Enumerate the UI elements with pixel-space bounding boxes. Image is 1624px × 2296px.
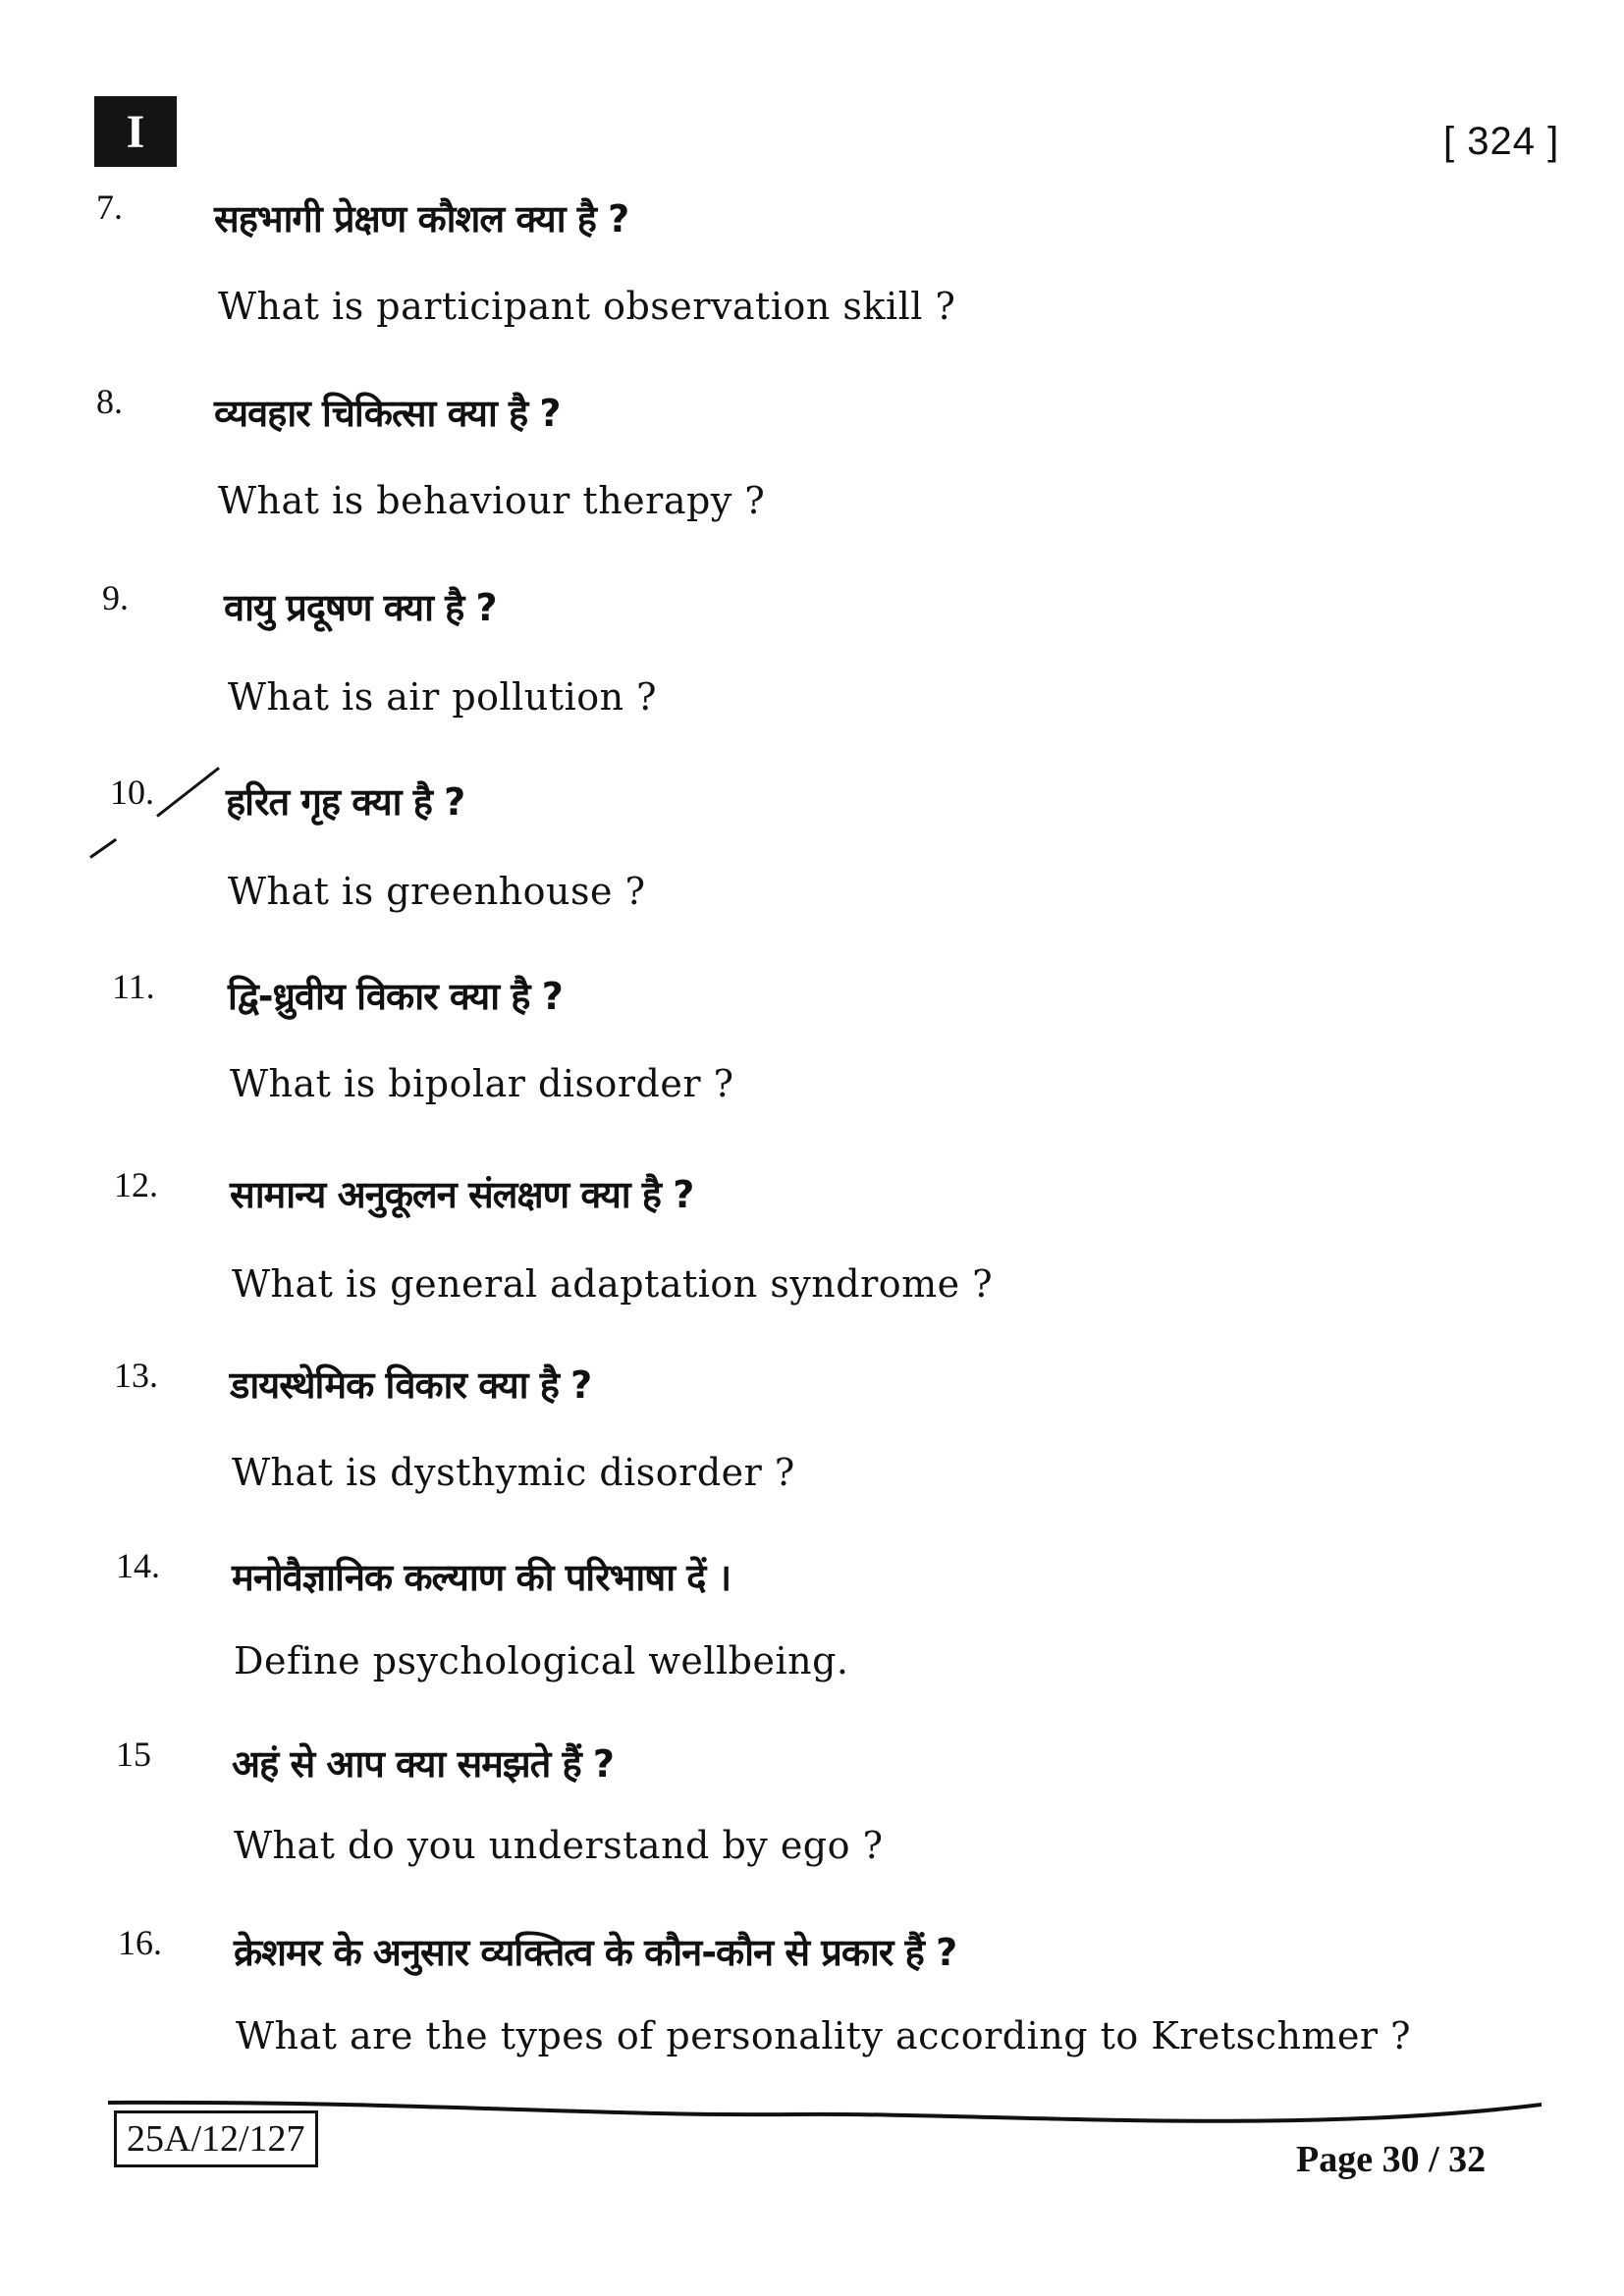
question-hindi: हरित गृह क्या है ? [226,780,465,824]
footer-divider [108,2097,1542,2136]
question-english: Define psychological wellbeing. [234,1639,849,1682]
check-mark-icon [156,767,220,818]
question-number: 12. [114,1165,158,1204]
question-number: 16. [118,1923,162,1962]
question-english: What is participant observation skill ? [218,285,956,328]
question-hindi: वायु प्रदूषण क्या है ? [224,586,497,629]
question-number: 14. [116,1546,160,1585]
question-hindi: सहभागी प्रेक्षण कौशल क्या है ? [214,197,629,240]
question-english: What are the types of personality according to Kretschmer ? [236,2014,1412,2057]
question-hindi: क्रेशमर के अनुसार व्यक्तित्व के कौन-कौन से प्रकार हैं ? [234,1931,957,1974]
question-hindi: सामान्य अनुकूलन संलक्षण क्या है ? [230,1173,694,1216]
question-number: 15 [116,1735,151,1774]
section-badge: I [94,96,177,167]
question-english: What do you understand by ego ? [234,1824,884,1867]
question-number: 11. [112,967,155,1006]
question-english: What is behaviour therapy ? [218,479,766,522]
question-hindi: डायस्थेमिक विकार क्या है ? [230,1363,592,1407]
check-mark-icon [89,838,117,859]
question-hindi: द्वि-ध्रुवीय विकार क्या है ? [228,975,563,1018]
question-number: 10. [110,773,154,812]
paper-code-bracket: [ 324 ] [1443,120,1560,163]
question-number: 13. [114,1356,158,1395]
question-english: What is air pollution ? [228,675,658,719]
question-english: What is dysthymic disorder ? [232,1451,795,1494]
question-hindi: अहं से आप क्या समझते हैं ? [232,1742,614,1786]
question-number: 8. [96,382,123,421]
question-hindi: मनोवैज्ञानिक कल्याण की परिभाषा दें । [232,1556,731,1599]
page-number: Page 30 / 32 [1296,2139,1487,2180]
question-english: What is greenhouse ? [228,870,646,913]
question-english: What is bipolar disorder ? [230,1062,734,1105]
question-hindi: व्यवहार चिकित्सा क्या है ? [214,392,561,435]
question-number: 7. [96,187,123,227]
question-english: What is general adaptation syndrome ? [232,1262,994,1306]
paper-code-box: 25A/12/127 [114,2110,318,2167]
question-number: 9. [102,578,129,617]
